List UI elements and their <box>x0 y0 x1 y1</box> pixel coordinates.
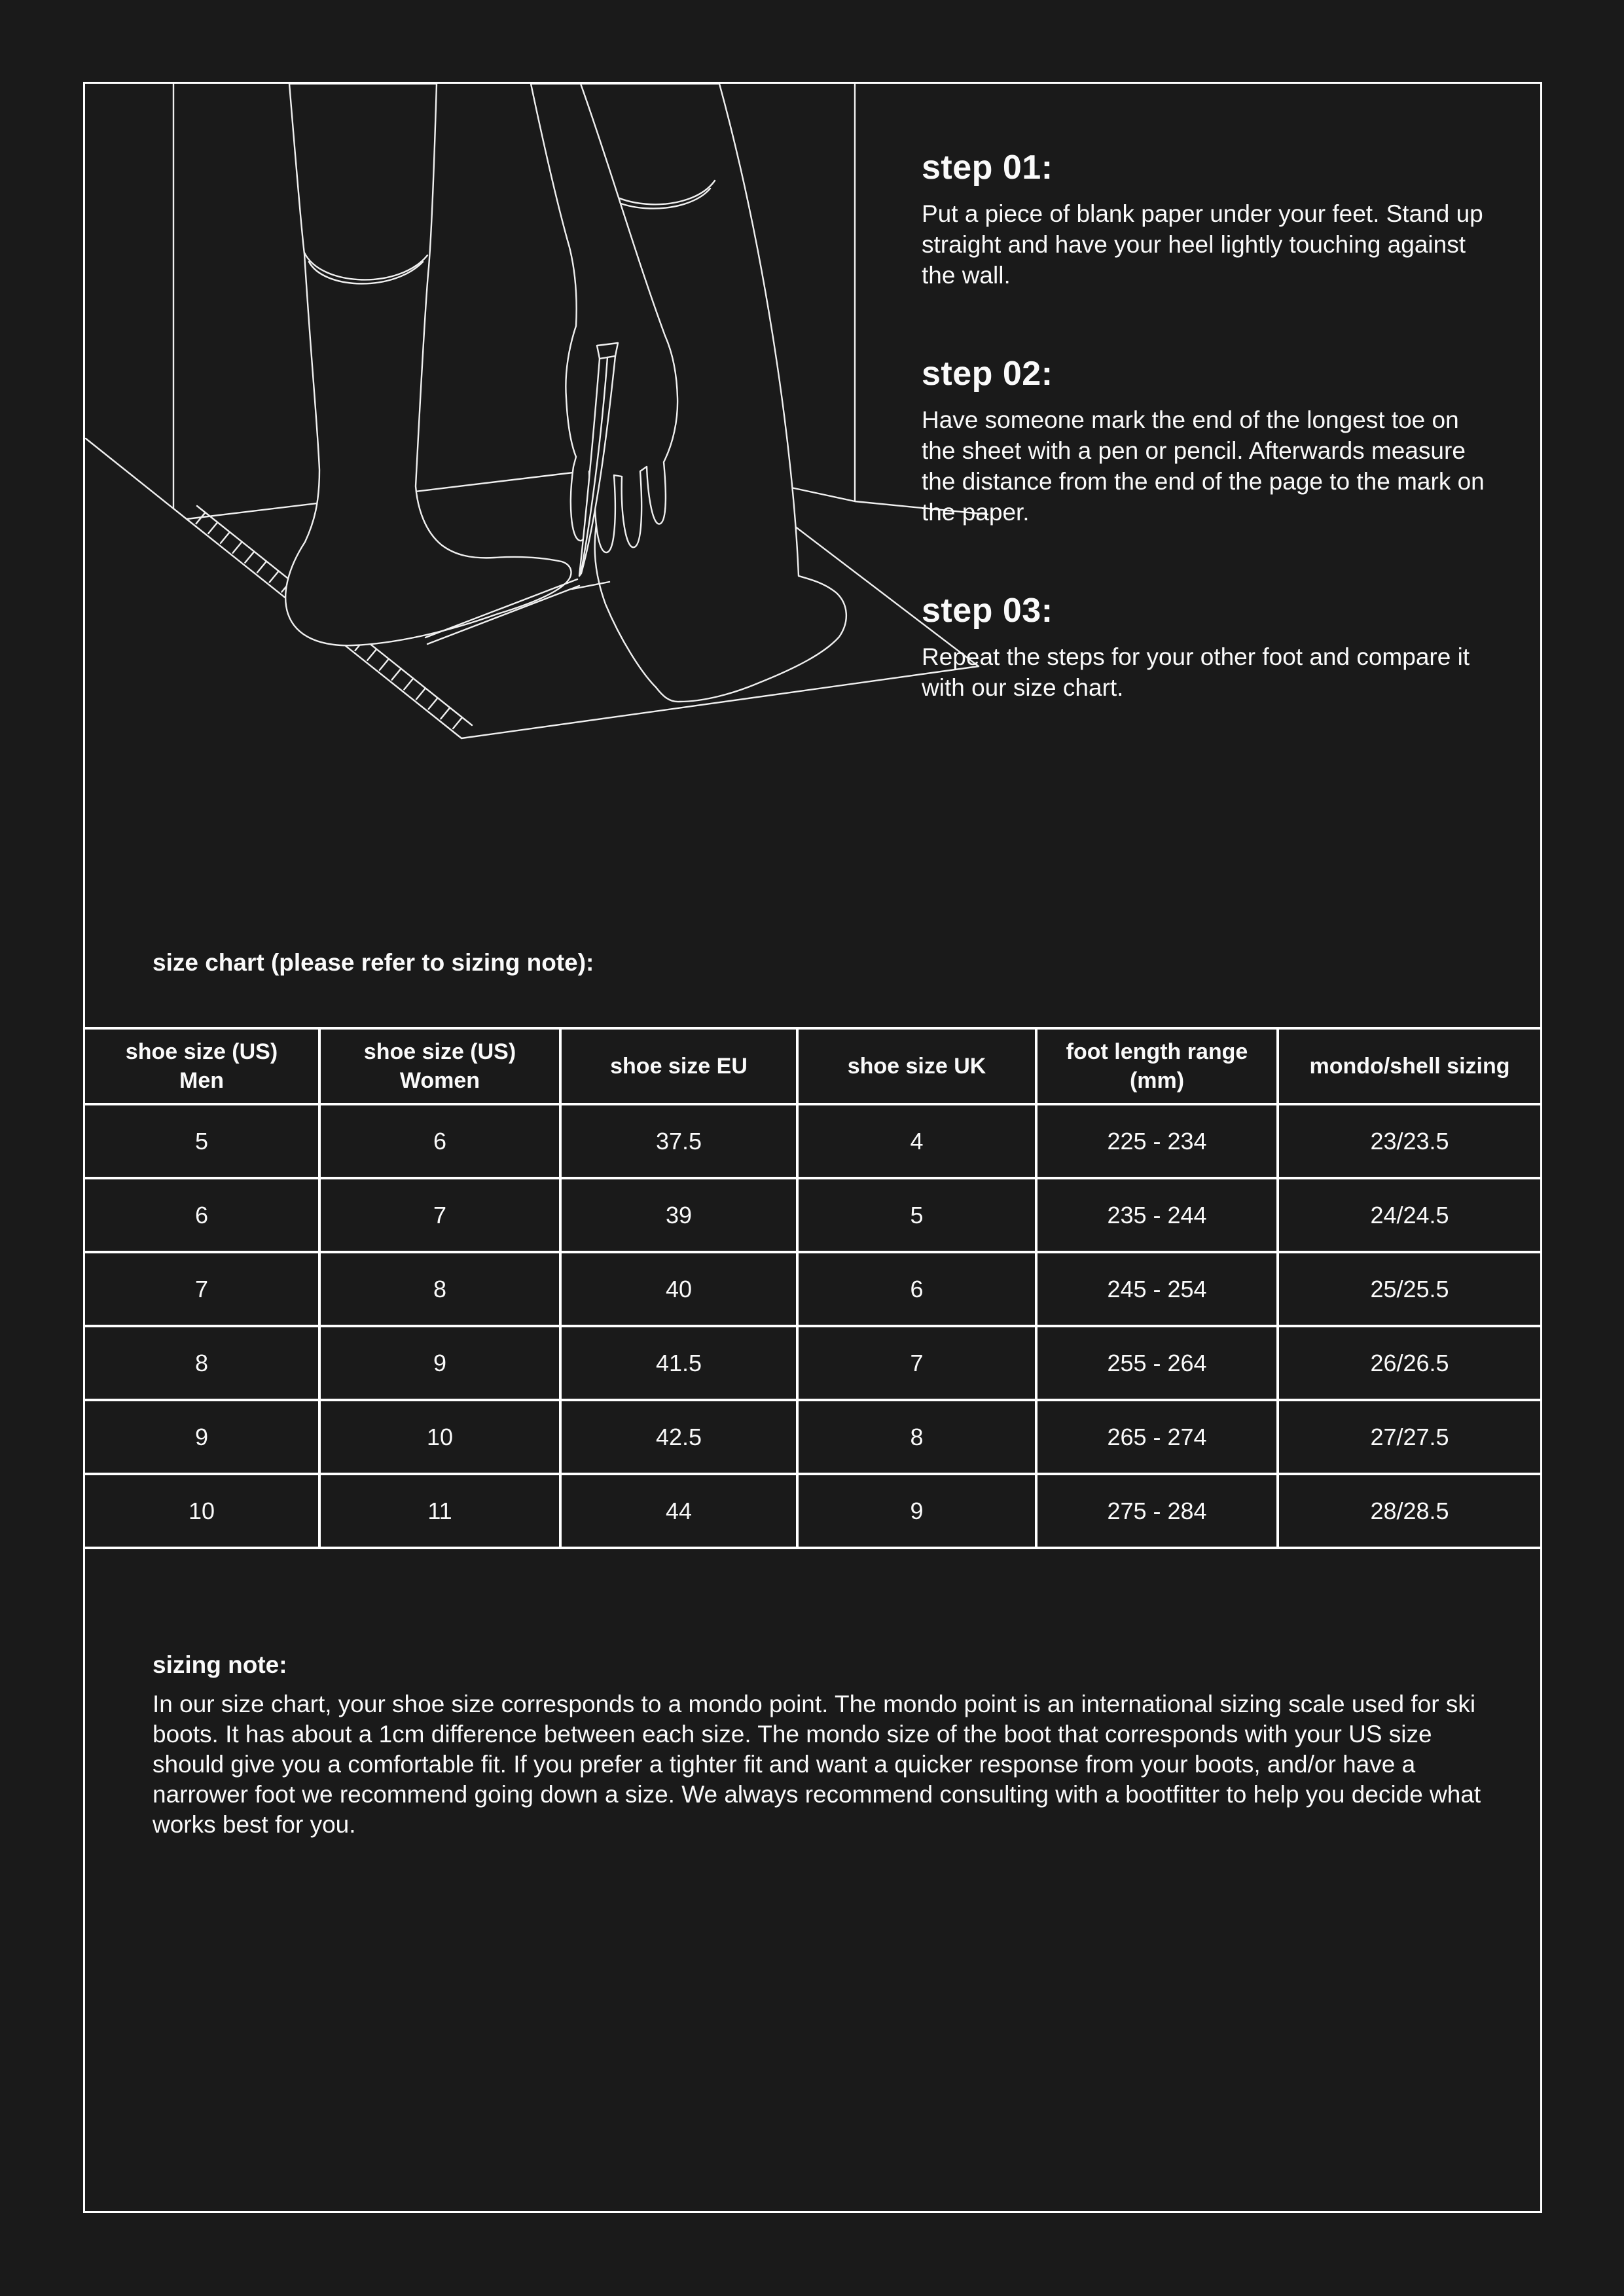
table-row <box>85 1400 1540 1474</box>
table-cell: 225 - 234 <box>1036 1104 1278 1178</box>
table-cell: 10 <box>319 1400 560 1474</box>
table-cell: 235 - 244 <box>1036 1178 1278 1252</box>
table-cell: 5 <box>797 1178 1036 1252</box>
table-cell: 41.5 <box>560 1326 797 1400</box>
table-cell: 40 <box>560 1252 797 1326</box>
step-3-heading: step 03: <box>922 592 1053 630</box>
table-cell: 37.5 <box>560 1104 797 1178</box>
column-header: shoe size UK <box>797 1028 1036 1104</box>
step-block-1 <box>922 147 1490 291</box>
table-row <box>85 1252 1540 1326</box>
steps-section <box>922 147 1490 765</box>
left-leg <box>285 84 571 645</box>
table-cell: 39 <box>560 1178 797 1252</box>
table-cell: 7 <box>319 1178 560 1252</box>
step-block-3 <box>922 590 1490 703</box>
step-1-heading: step 01: <box>922 149 1053 187</box>
step-1-body: Put a piece of blank paper under your feet. Stand up straight and have your heel lightly touching against the wall. <box>922 200 1483 289</box>
table-cell: 7 <box>85 1252 319 1326</box>
table-cell: 7 <box>797 1326 1036 1400</box>
size-chart-head <box>85 1028 1540 1104</box>
column-header: shoe size (US) Men <box>85 1028 319 1104</box>
table-cell: 28/28.5 <box>1278 1474 1540 1548</box>
table-cell: 6 <box>85 1178 319 1252</box>
table-cell: 42.5 <box>560 1400 797 1474</box>
table-cell: 23/23.5 <box>1278 1104 1540 1178</box>
step-2-heading: step 02: <box>922 355 1053 393</box>
table-row <box>85 1178 1540 1252</box>
table-cell: 9 <box>85 1400 319 1474</box>
step-block-2 <box>922 353 1490 528</box>
step-3-body: Repeat the steps for your other foot and compare it with our size chart. <box>922 643 1470 701</box>
table-cell: 4 <box>797 1104 1036 1178</box>
table-row <box>85 1104 1540 1178</box>
column-header: shoe size EU <box>560 1028 797 1104</box>
table-cell: 44 <box>560 1474 797 1548</box>
table-cell: 24/24.5 <box>1278 1178 1540 1252</box>
sizing-note-heading: sizing note: <box>153 1651 287 1678</box>
table-cell: 6 <box>797 1252 1036 1326</box>
table-cell: 10 <box>85 1474 319 1548</box>
size-chart-header-row <box>85 1028 1540 1104</box>
table-row <box>85 1474 1540 1548</box>
table-cell: 275 - 284 <box>1036 1474 1278 1548</box>
step-2-body: Have someone mark the end of the longest toe on the sheet with a pen or pencil. Afterwards measure the distance from the end of the page to the mark on the paper. <box>922 406 1485 526</box>
table-cell: 265 - 274 <box>1036 1400 1278 1474</box>
table-cell: 6 <box>319 1104 560 1178</box>
table-cell: 245 - 254 <box>1036 1252 1278 1326</box>
wall-lines <box>86 84 988 519</box>
size-chart-body <box>85 1104 1540 1548</box>
table-cell: 8 <box>85 1326 319 1400</box>
sizing-note-section <box>153 1651 1491 1840</box>
size-guide-frame <box>83 82 1542 2213</box>
table-cell: 8 <box>319 1252 560 1326</box>
table-cell: 9 <box>797 1474 1036 1548</box>
size-chart-title: size chart (please refer to sizing note): <box>153 949 594 976</box>
column-header: mondo/shell sizing <box>1278 1028 1540 1104</box>
foot-measuring-illustration <box>85 84 988 876</box>
sizing-note-body: In our size chart, your shoe size corresponds to a mondo point. The mondo point is an international sizing scale used for ski boots. It has about a 1cm difference between each size. The mondo size of the boot that corresponds with your US size should give you a comfortable fit. If you prefer a tighter fit and want a quicker response from your boots, and/or have a narrower foot we recommend going down a size. We always recommend consulting with a bootfitter to help you decide what works best for you. <box>153 1691 1481 1838</box>
size-chart-table <box>85 1027 1540 1549</box>
table-cell: 8 <box>797 1400 1036 1474</box>
table-cell: 26/26.5 <box>1278 1326 1540 1400</box>
column-header: foot length range (mm) <box>1036 1028 1278 1104</box>
table-cell: 11 <box>319 1474 560 1548</box>
table-cell: 25/25.5 <box>1278 1252 1540 1326</box>
table-row <box>85 1326 1540 1400</box>
table-cell: 5 <box>85 1104 319 1178</box>
table-cell: 255 - 264 <box>1036 1326 1278 1400</box>
column-header: shoe size (US) Women <box>319 1028 560 1104</box>
table-cell: 27/27.5 <box>1278 1400 1540 1474</box>
table-cell: 9 <box>319 1326 560 1400</box>
